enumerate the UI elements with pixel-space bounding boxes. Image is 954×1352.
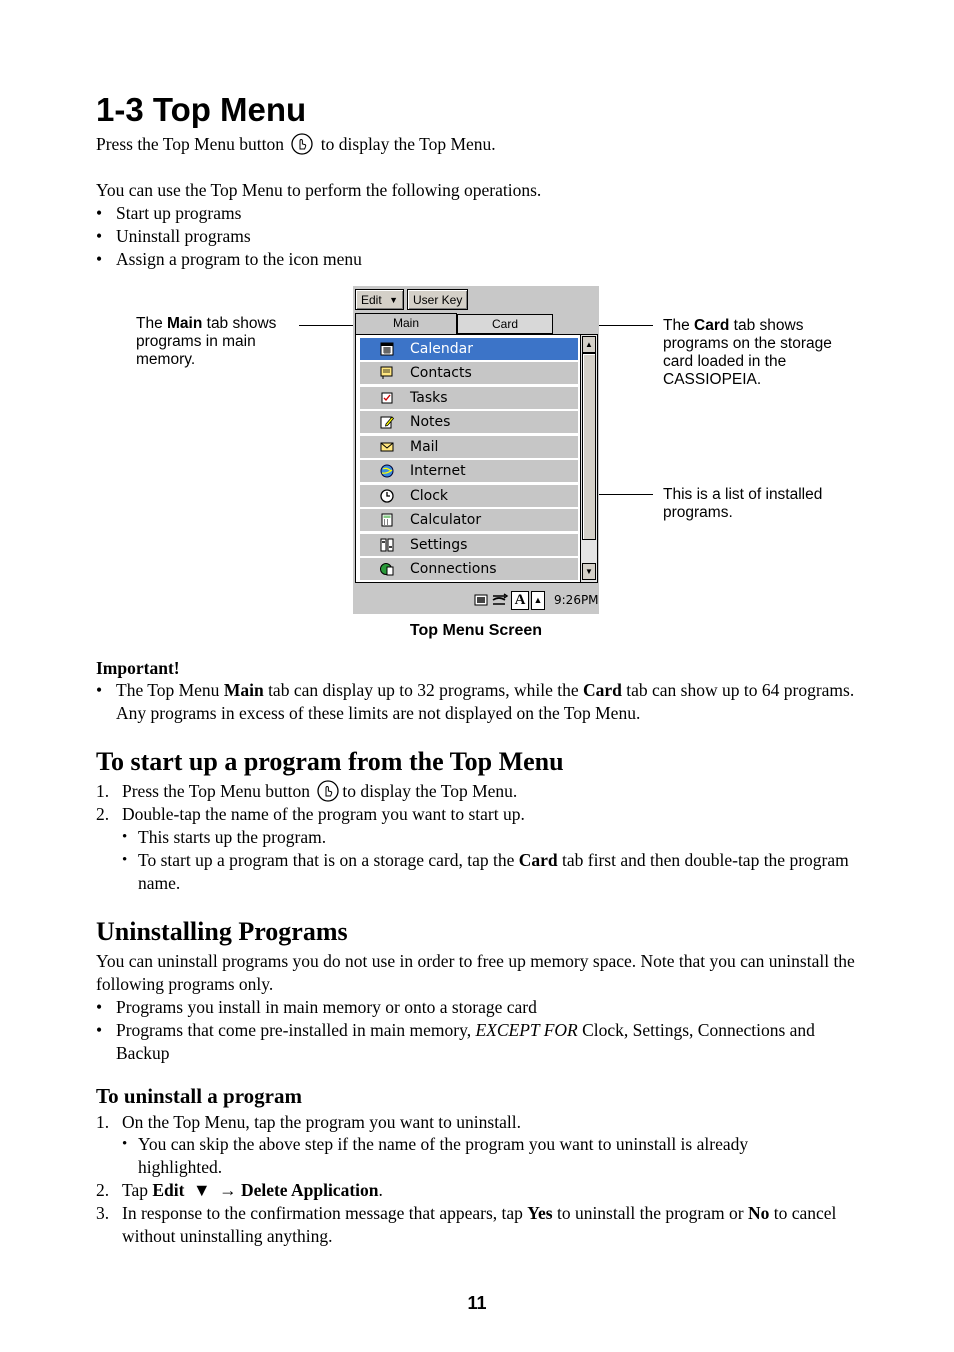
list-item[interactable] [360, 460, 578, 482]
input-panel-arrow-icon[interactable]: ▲ [531, 591, 545, 610]
program-label: Connections [410, 561, 497, 577]
operations-intro: You can use the Top Menu to perform the following operations. [96, 180, 542, 200]
mail-icon [380, 440, 394, 454]
contacts-icon [380, 366, 394, 380]
intro-text-after: to display the Top Menu. [320, 134, 496, 154]
input-mode-indicator[interactable]: A [511, 591, 529, 610]
tab-main[interactable] [355, 313, 457, 335]
tab-main-label: Main [392, 316, 419, 330]
handwriting-icon[interactable] [491, 592, 509, 608]
top-menu-button-icon [291, 133, 313, 155]
list-scrollbar[interactable] [580, 335, 597, 582]
program-label: Clock [410, 488, 449, 504]
calendar-icon [380, 342, 394, 356]
operation-text: Assign a program to the icon menu [116, 249, 362, 269]
program-label: Calendar [410, 341, 473, 357]
intro-line [96, 133, 866, 156]
chevron-down-icon: ▼ [389, 295, 398, 305]
list-item[interactable] [360, 362, 578, 384]
scroll-thumb[interactable] [582, 353, 596, 540]
internet-icon [380, 464, 394, 478]
section-heading-uninstalling: Uninstalling Programs [96, 917, 348, 946]
program-label: Internet [410, 463, 466, 479]
program-label: Tasks [410, 390, 448, 406]
list-item[interactable] [360, 338, 578, 360]
tasks-icon [380, 391, 394, 405]
program-label: Settings [410, 537, 468, 553]
clock-icon [380, 489, 394, 503]
page-number: 11 [467, 1293, 487, 1313]
callout-program-list: This is a list of installed programs. [663, 486, 823, 521]
program-label: Mail [410, 439, 439, 455]
list-item[interactable] [360, 534, 578, 556]
section-heading-start-program: To start up a program from the Top Menu [96, 747, 564, 776]
connections-icon [380, 562, 394, 576]
user-key-button[interactable] [407, 289, 468, 310]
user-key-label: User Key [413, 293, 463, 307]
scroll-up-icon[interactable]: ▲ [582, 336, 596, 353]
uninstall-paragraph: You can uninstall programs you do not use in order to free up memory space. Note that you can uninstall the following programs only. [96, 951, 855, 994]
list-item[interactable] [360, 436, 578, 458]
list-item[interactable] [360, 485, 578, 507]
list-item[interactable] [360, 411, 578, 433]
tab-card-label: Card [491, 317, 518, 331]
edit-menu-label: Edit [361, 293, 382, 307]
command-bar [353, 286, 599, 313]
top-menu-screenshot [353, 286, 599, 614]
page-title: 1-3 Top Menu [96, 91, 307, 128]
program-label: Contacts [410, 365, 472, 381]
program-list [355, 334, 598, 583]
important-heading: Important! [96, 658, 180, 678]
figure-caption: Top Menu Screen [409, 622, 543, 639]
edit-menu-button[interactable] [355, 289, 404, 310]
callout-card-tab: The Card tab shows programs on the storage card loaded in the CASSIOPEIA. [663, 317, 832, 388]
list-item[interactable] [360, 387, 578, 409]
list-item[interactable] [360, 558, 578, 580]
list-item[interactable] [360, 509, 578, 531]
scroll-down-icon[interactable]: ▼ [582, 563, 596, 580]
callout-main-tab: The Main tab shows programs in main memory. [136, 315, 277, 368]
operation-text: Start up programs [116, 203, 242, 223]
status-time: 9:26PM [554, 593, 599, 607]
notes-icon [380, 415, 394, 429]
status-bar [353, 587, 599, 614]
program-label: Notes [410, 414, 451, 430]
keyboard-icon[interactable] [474, 593, 488, 607]
settings-icon [380, 538, 394, 552]
dropdown-arrow-icon: ▼ [192, 1180, 211, 1200]
section-heading-uninstall-program: To uninstall a program [96, 1084, 302, 1108]
top-menu-button-icon [317, 780, 339, 802]
operation-text: Uninstall programs [116, 226, 251, 246]
calculator-icon [380, 513, 394, 527]
program-label: Calculator [410, 512, 482, 528]
tab-card[interactable] [457, 314, 553, 334]
intro-text-before: Press the Top Menu button [96, 134, 285, 154]
